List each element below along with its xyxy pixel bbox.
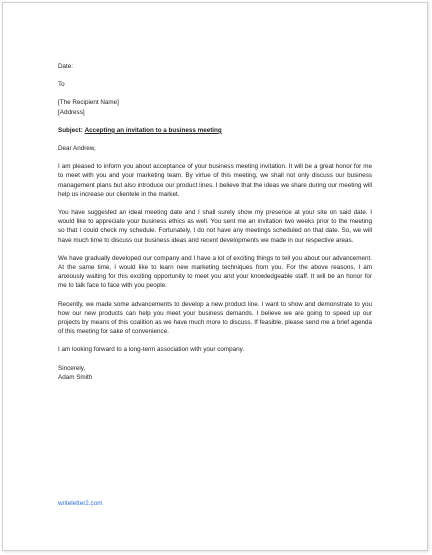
subject-label: Subject: [58, 126, 83, 134]
recipient-name: [The Recipient Name] [58, 99, 119, 107]
signature-name: Adam Smith [58, 373, 93, 381]
paragraph-3: We have gradually developed our company and I have a lot of exciting things to tell you about our advancement. At the same time, I would like to learn new marketing techniques from you. For the above reasons, I am anxiously waiting for this exciting opportunity to meet you and your knowledgeable staff. It will be an honor for me to talk face to face with you people. [58, 254, 372, 290]
paragraph-1: I am pleased to inform you about acceptance of your business meeting invitation. It will be a great honor for me to meet with you and your marketing team. By virtue of this meeting, we shall not only discuss our business management plans but also introduce our product lines. I believe that the ideas we share during our meeting will help us increase our clientele in the market. [58, 163, 372, 198]
subject-text: Accepting an invitation to a business meeting [84, 126, 222, 134]
recipient-address: [Address] [58, 108, 85, 116]
paragraph-4: Recently, we made some advancements to develop a new product line. I want to show and demonstrate to you how our new products can help you meet your business demands. I believe we are going to speed up our projects by means of this coalition as we have much more to discuss. If feasible, please send me a brief agenda of this meeting for sake of convenience. [58, 300, 372, 336]
to-line: To [58, 81, 65, 89]
closing: Sincerely, [58, 364, 86, 372]
salutation: Dear Andrew, [58, 145, 96, 153]
website-link[interactable]: writeletter2.com [58, 500, 103, 507]
letter-body [58, 62, 372, 382]
paragraph-5: I am looking forward to a long-term association with your company. [58, 346, 245, 354]
subject-line [58, 126, 372, 135]
date-line: Date: [58, 63, 74, 70]
paragraph-2: You have suggested an ideal meeting date and I shall surely show my presence at your site on said date. I would like to appreciate your business ethics as well. You sent me an invitation two weeks prior to the meeting so that I could check my schedule. Fortunately, I do not have any meetings scheduled on that date. So, we will have much time to discuss our business ideas and recent developments we made in our respective areas. [58, 209, 372, 244]
